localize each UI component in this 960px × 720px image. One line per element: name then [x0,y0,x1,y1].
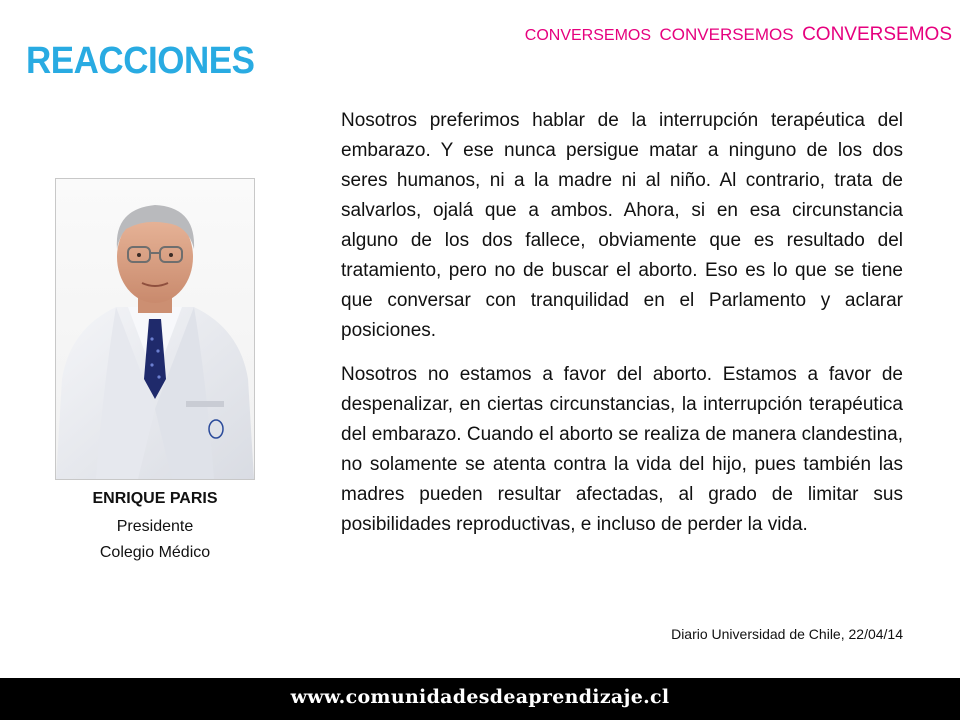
person-position: Presidente [116,518,194,535]
quote-text [341,106,903,554]
quote-source: Diario Universidad de Chile, 22/04/14 [671,626,903,642]
person-name: ENRIQUE PARIS [92,490,218,507]
footer-url: www.comunidadesdeaprendizaje.cl [290,686,670,708]
portrait-illustration [56,179,254,479]
page-title: REACCIONES [26,40,255,82]
conversemos-banner [521,24,952,46]
footer-bar [0,678,960,720]
person-role [55,514,255,566]
banner-word: CONVERSEMOS [802,24,952,45]
quote-paragraph: Nosotros no estamos a favor del aborto. Estamos a favor de despenalizar, en ciertas circunstancias, la interrupción terapéutica del embarazo. Cuando el aborto se realiza de manera clandestina, no solamente se atenta contra la vida del hijo, pues también las madres pueden resultar afectadas, al grado de limitar sus posibilidades reproductivas, e incluso de perder la vida. [341,364,903,535]
quote-paragraph: Nosotros preferimos hablar de la interrupción terapéutica del embarazo. Y ese nunca persigue matar a ninguno de los dos seres humanos, ni a la madre ni al niño. Al contrario, trata de salvarlos, ojalá que a ambos. Ahora, si en esa circunstancia alguno de los dos fallece, obviamente que es resultado del tratamiento, pero no de buscar el aborto. Eso es lo que se tiene que conversar con tranquilidad en el Parlamento y aclarar posiciones. [341,110,903,341]
banner-word: CONVERSEMOS [659,25,794,44]
portrait-photo [55,178,255,480]
person-organization: Colegio Médico [99,544,211,561]
banner-word: CONVERSEMOS [524,27,652,44]
